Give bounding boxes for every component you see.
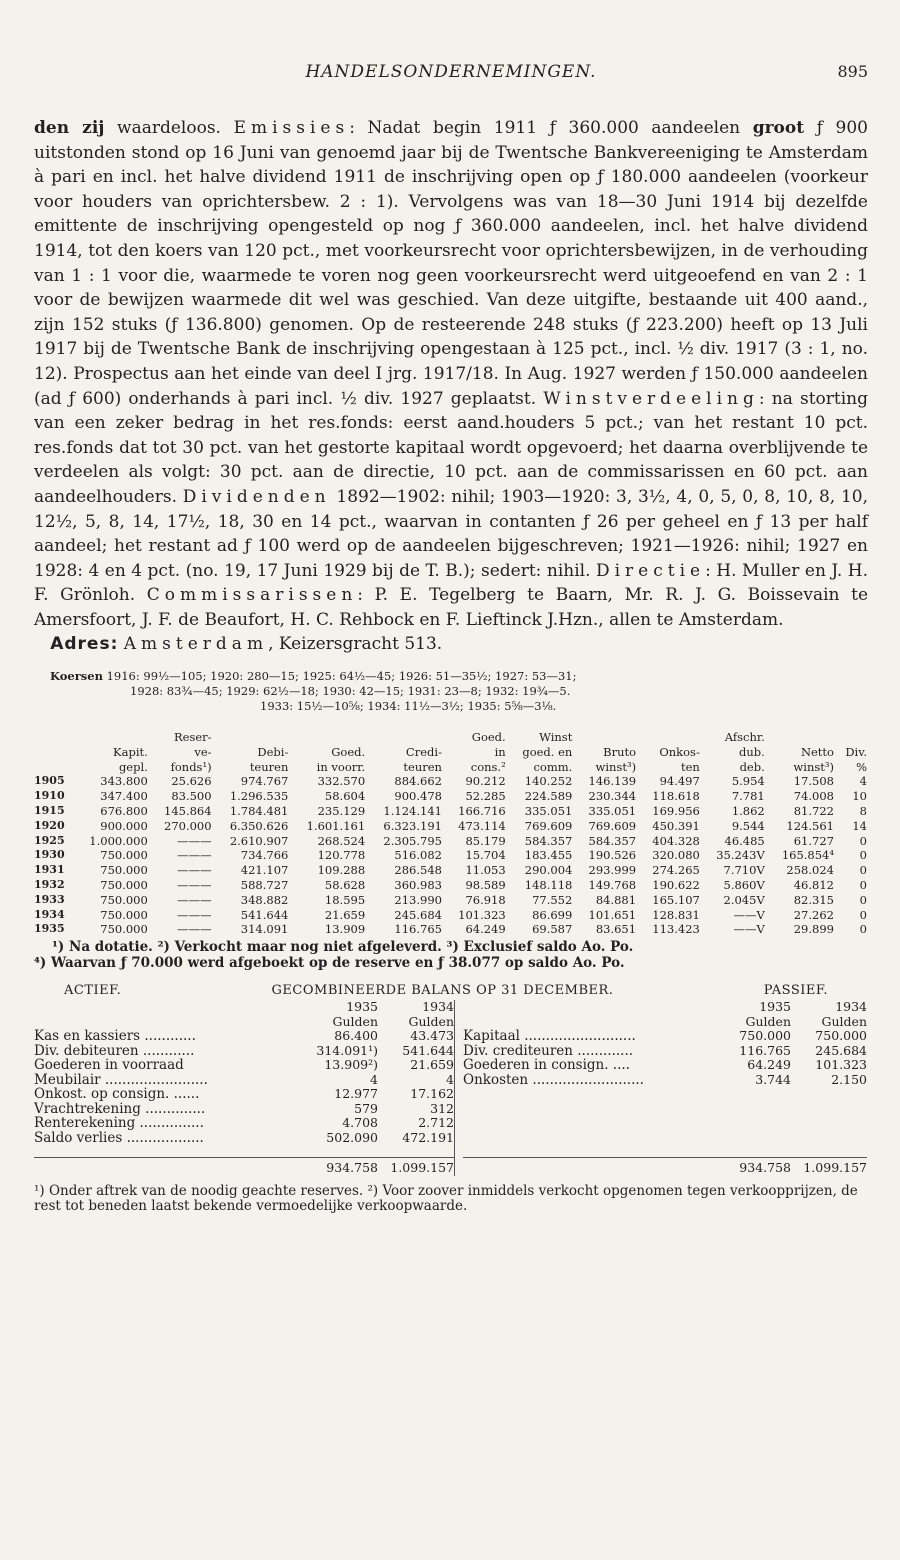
table-cell: 750.000	[100, 848, 148, 863]
table-cell: 165.107	[652, 892, 700, 907]
table-header-cell: in	[494, 744, 506, 759]
balance-title: GECOMBINEERDE BALANS OP 31 DECEMBER.	[271, 983, 614, 999]
table-cell: 270.000	[164, 818, 212, 833]
table-cell: 516.082	[394, 848, 442, 863]
table-row	[34, 908, 870, 923]
table-header-cell: Bruto	[603, 744, 637, 759]
table-cell: 4	[859, 774, 867, 789]
running-title: HANDELSONDERNEMINGEN.	[305, 62, 597, 82]
actief-item-name: Saldo verlies ..................	[34, 1130, 204, 1146]
passief-row	[463, 1044, 867, 1059]
table-cell: 750.000	[100, 878, 148, 893]
table-cell: 46.812	[793, 878, 834, 893]
table-cell: 584.357	[524, 833, 573, 848]
actief-total-1934: 1.099.157	[390, 1160, 454, 1176]
table-cell: 450.391	[652, 818, 700, 833]
table-cell: 290.004	[524, 863, 573, 878]
table-cell: 128.831	[652, 907, 700, 922]
table-row	[34, 893, 870, 908]
table-row	[34, 774, 870, 789]
table-cell: 473.114	[458, 818, 506, 833]
passief-value-1934: 750.000	[815, 1028, 867, 1044]
table-cell: 974.767	[240, 774, 289, 789]
table-cell: ———	[177, 848, 212, 863]
table-cell: 0	[859, 848, 867, 863]
table-cell: 5.860V	[723, 878, 765, 893]
actief-item-name: Renterekening ...............	[34, 1116, 204, 1131]
table-header-cell	[291, 730, 368, 745]
passief-item-name: Goederen in consign. ....	[463, 1058, 630, 1073]
page-header	[34, 0, 868, 82]
actief-value-1935: 502.090	[326, 1129, 378, 1145]
table-cell: 7.781	[731, 789, 765, 804]
table-year-cell: 1933	[34, 892, 65, 906]
table-cell: 145.864	[164, 804, 212, 819]
table-year-cell: 1920	[34, 818, 65, 832]
passief-label: PASSIEF.	[763, 983, 828, 999]
table-cell: 0	[859, 878, 867, 893]
actief-value-1935: 86.400	[334, 1028, 378, 1044]
table-cell: 83.651	[595, 922, 637, 937]
table-cell: 0	[859, 907, 867, 922]
table-cell: 348.882	[240, 892, 289, 907]
actief-value-1934: 2.712	[418, 1115, 454, 1131]
table-cell: 5.954	[731, 774, 765, 789]
table-header-cell: deb.	[739, 759, 765, 774]
table-cell: 6.350.626	[229, 818, 289, 833]
table-cell: 64.249	[465, 922, 506, 937]
table-header-cell	[74, 730, 151, 745]
table-year-cell: 1910	[34, 789, 65, 803]
table-cell: ———	[177, 922, 212, 937]
table-cell: 6.323.191	[383, 818, 442, 833]
actief-value-1934: 17.162	[410, 1086, 454, 1102]
table-cell: 769.609	[524, 818, 573, 833]
paragraph-main: den zij waardeloos. Emissies: Nadat begin 1911 ƒ 360.000 aandeelen groot ƒ 900 uitstonden stond op 16 Juni van genoemd jaar bij de Twentsche Bankvereeniging te Amsterdam à pari en incl. het halve dividend 1911 de inschrijving open op ƒ 180.000 aandeelen (voorkeur voor houders van oprichtersbew. 2 : 1). Vervolgens was van 18—30 Juni 1914 bij dezelfde emittente de inschrijving opengesteld op nog ƒ 360.000 aandeelen, incl. het halve dividend 1914, tot den koers van 120 pct., met voorkeursrecht voor oprichtersbewijzen, in de verhouding van 1 : 1 voor die, waarmede te voren nog geen voorkeursrecht werd uitgeoefend en van 2 : 1 voor de bewijzen waarmede dit wel was geschied. Van deze uitgifte, bestaande uit 400 aand., zijn 152 stuks (ƒ 136.800) genomen. Op de resteerende 248 stuks (ƒ 223.200) heeft op 13 Juli 1917 bij de Twentsche Bank de inschrijving opengestaan à 125 pct., incl. ½ div. 1917 (3 : 1, no. 12). Prospectus aan het einde van deel I jrg. 1917/18. In Aug. 1927 werden ƒ 150.000 aandeelen (ad ƒ 600) onderhands à pari incl. ½ div. 1927 geplaatst. Winstverdeeling: na storting van een zeker bedrag in het res.fonds: eerst aand.houders 5 pct.; van het restant 10 pct. res.fonds dat tot 30 pct. van het gestorte kapitaal wordt opgevoerd; het daarna overblijvende te verdeelen als volgt: 30 pct. aan de directie, 10 pct. aan de commissarissen en 60 pct. aan aandeelhouders. Dividenden 1892—1902: nihil; 1903—1920: 3, 3½, 4, 0, 5, 0, 8, 10, 8, 10, 12½, 5, 8, 14, 17½, 18, 30 en 14 pct., waarvan in contanten ƒ 26 per geheel en ƒ 13 per half aandeel; het restant ad ƒ 100 werd op de aandeelen bijgeschreven; 1921—1926: nihil; 1927 en 1928: 4 en 4 pct. (no. 19, 17 Juni 1929 bij de T. B.); sedert: nihil. Directie: H. Muller en J. H. F. Grönloh. Commissarissen: P. E. Tegelberg te Baarn, Mr. R. J. G. Boissevain te Amersfoort, J. F. de Beaufort, H. C. Rehbock en F. Lieftinck J.Hzn., allen te Amsterdam.	[34, 118, 868, 630]
table-year-cell: 1930	[34, 848, 65, 862]
table-cell: 74.008	[793, 789, 834, 804]
table-header-cell: ten	[680, 759, 700, 774]
balance-footnote: ¹) Onder aftrek van de noodig geachte reserves. ²) Voor zoover inmiddels verkocht opgenomen tegen verkoopprijzen, de rest tot beneden laatst bekende vermoedelijke verkoopwaarde.	[34, 1182, 858, 1214]
actief-row	[34, 1044, 454, 1059]
passief-row	[463, 1029, 867, 1044]
table-cell: 320.080	[652, 848, 700, 863]
table-cell: 2.610.907	[229, 833, 289, 848]
table-cell: 1.000.000	[89, 833, 148, 848]
table-header-cell: fonds¹)	[170, 759, 212, 774]
table-header-cell: cons.²	[470, 759, 506, 774]
table-cell: 314.091	[240, 922, 289, 937]
passief-year-2: 1934	[835, 999, 867, 1015]
table-header-cell: Onkos-	[659, 744, 700, 759]
table-cell: 258.024	[786, 863, 834, 878]
table-cell: ———	[177, 863, 212, 878]
actief-row	[34, 1102, 454, 1117]
table-cell: 750.000	[100, 863, 148, 878]
table-cell: 293.999	[588, 863, 637, 878]
table-cell: 81.722	[793, 804, 834, 819]
table-year-cell: 1905	[34, 774, 65, 788]
table-header-cell: Goed.	[471, 730, 506, 745]
koersen-block	[34, 669, 868, 714]
table-cell: 268.524	[317, 833, 366, 848]
actief-row	[34, 1131, 454, 1146]
table-header-cell	[575, 730, 639, 745]
table-row	[34, 834, 870, 849]
table-cell: 541.644	[240, 907, 289, 922]
table-header-cell: Goed.	[331, 744, 366, 759]
table-cell: 76.918	[465, 892, 506, 907]
table-cell: 146.139	[588, 774, 637, 789]
table-cell: 213.990	[394, 892, 442, 907]
table-cell: 14	[852, 818, 867, 833]
table-header-cell: winst³)	[793, 759, 834, 774]
table-row	[34, 878, 870, 893]
table-row	[34, 789, 870, 804]
table-header-cell	[368, 730, 445, 745]
actief-item-name: Kas en kassiers ............	[34, 1029, 196, 1044]
table-cell: 11.053	[465, 863, 506, 878]
actief-value-1934: 472.191	[402, 1129, 454, 1145]
table-header-cell: Kapit.	[113, 744, 148, 759]
table-header-cell: Winst	[539, 730, 573, 745]
financial-table	[34, 730, 870, 937]
table-header-cell	[215, 730, 292, 745]
table-row	[34, 863, 870, 878]
table-cell: 190.526	[588, 848, 637, 863]
table-cell: 116.765	[394, 922, 442, 937]
table-cell: ———	[177, 878, 212, 893]
table-cell: 1.124.141	[383, 804, 442, 819]
actief-item-name: Meubilair ........................	[34, 1072, 208, 1088]
table-header-cell: dub.	[738, 744, 765, 759]
actief-unit-1: Gulden	[332, 1013, 378, 1029]
table-cell: 224.589	[524, 789, 573, 804]
passief-item-name: Onkosten ..........................	[463, 1072, 644, 1088]
table-cell: 900.000	[100, 818, 148, 833]
table-cell: ——V	[733, 907, 765, 922]
table-header-cell	[639, 730, 703, 745]
table-cell: 85.179	[465, 833, 506, 848]
table-cell: 18.595	[324, 892, 366, 907]
table-cell: 734.766	[240, 848, 289, 863]
table-header-cell	[768, 730, 837, 745]
table-cell: 0	[859, 892, 867, 907]
table-notes	[34, 939, 868, 971]
table-cell: 332.570	[317, 774, 366, 789]
table-cell: 274.265	[652, 863, 700, 878]
table-header-cell: Credi-	[405, 744, 442, 759]
actief-item-name: Goederen in voorraad	[34, 1058, 184, 1073]
table-note-1: ¹) Na dotatie. ²) Verkocht maar nog niet afgeleverd. ³) Exclusief saldo Ao. Po.	[52, 939, 634, 956]
actief-row	[34, 1087, 454, 1102]
table-cell: ——V	[733, 922, 765, 937]
table-cell: 84.881	[595, 892, 637, 907]
table-cell: 1.601.161	[306, 818, 366, 833]
table-cell: 335.051	[524, 804, 573, 819]
actief-total-1935: 934.758	[326, 1160, 378, 1176]
table-cell: 61.727	[793, 833, 834, 848]
table-cell: 15.704	[465, 848, 506, 863]
table-header-cell: Reser-	[174, 730, 212, 745]
passief-total-1934: 1.099.157	[803, 1160, 867, 1176]
table-cell: 230.344	[588, 789, 637, 804]
table-cell: 884.662	[394, 774, 442, 789]
table-cell: 404.328	[652, 833, 700, 848]
passief-value-1935: 750.000	[739, 1028, 791, 1044]
actief-value-1935: 579	[354, 1100, 378, 1116]
table-cell: 90.212	[465, 774, 506, 789]
table-header-cell: Div.	[845, 744, 867, 759]
balance-sheet	[34, 983, 868, 1176]
actief-year-2: 1934	[422, 999, 454, 1015]
actief-value-1935: 314.091¹)	[316, 1042, 378, 1058]
table-row	[34, 848, 870, 863]
table-header-cell: Afschr.	[724, 730, 765, 745]
table-cell: 769.609	[588, 818, 637, 833]
passief-total-1935: 934.758	[739, 1160, 791, 1176]
table-header-cell	[837, 730, 870, 745]
table-cell: 77.552	[532, 892, 573, 907]
table-row	[34, 922, 870, 937]
table-cell: 900.478	[394, 789, 442, 804]
table-header-cell	[34, 760, 74, 775]
table-cell: 27.262	[793, 907, 834, 922]
passief-row	[463, 1058, 867, 1073]
actief-value-1935: 4	[370, 1071, 378, 1087]
actief-item-name: Vrachtrekening ..............	[34, 1101, 206, 1117]
passief-item-name: Div. crediteuren .............	[463, 1043, 634, 1059]
table-year-cell: 1925	[34, 833, 65, 847]
table-header-cell: teuren	[403, 759, 442, 774]
passief-value-1934: 101.323	[815, 1057, 867, 1073]
passief-item-name: Kapitaal ..........................	[463, 1029, 636, 1044]
table-header-cell: in voorr.	[316, 759, 366, 774]
table-cell: 190.622	[652, 878, 700, 893]
table-header-cell: winst³)	[595, 759, 637, 774]
table-cell: 10	[852, 789, 867, 804]
table-cell: 83.500	[171, 789, 212, 804]
passief-value-1935: 116.765	[739, 1042, 791, 1058]
table-cell: 109.288	[317, 863, 366, 878]
table-cell: 245.684	[394, 907, 442, 922]
table-header-row	[34, 730, 870, 745]
actief-row	[34, 1073, 454, 1088]
adres-line: Adres: Amsterdam, Keizersgracht 513.	[50, 634, 443, 655]
koersen-line-3: 1933: 15½—10⅝; 1934: 11½—3½; 1935: 5⅝—3⅛.	[260, 699, 557, 714]
passief-year-1: 1935	[759, 999, 791, 1015]
passief-value-1935: 64.249	[747, 1057, 791, 1073]
actief-value-1934: 312	[430, 1100, 454, 1116]
actief-row	[34, 1058, 454, 1073]
table-cell: 1.296.535	[229, 789, 289, 804]
table-cell: 360.983	[394, 878, 442, 893]
table-cell: ———	[177, 892, 212, 907]
table-row	[34, 819, 870, 834]
table-header-cell: comm.	[533, 759, 573, 774]
actief-value-1935: 4.708	[342, 1115, 378, 1131]
table-header-cell: %	[856, 759, 867, 774]
koersen-label: Koersen	[50, 669, 103, 684]
table-year-cell: 1931	[34, 863, 65, 877]
table-cell: 7.710V	[723, 863, 765, 878]
table-cell: 35.243V	[716, 848, 765, 863]
actief-row	[34, 1029, 454, 1044]
table-cell: 235.129	[317, 804, 366, 819]
body-text	[34, 116, 868, 657]
table-note-2: ⁴) Waarvan ƒ 70.000 werd afgeboekt op de reserve en ƒ 38.077 op saldo Ao. Po.	[34, 955, 625, 972]
table-year-cell: 1935	[34, 922, 65, 936]
table-cell: 2.045V	[723, 892, 765, 907]
table-cell: 46.485	[724, 833, 765, 848]
table-cell: 0	[859, 833, 867, 848]
table-cell: 69.587	[532, 922, 573, 937]
actief-year-1: 1935	[346, 999, 378, 1015]
table-cell: 17.508	[793, 774, 834, 789]
passief-column	[454, 1000, 867, 1176]
passief-value-1934: 245.684	[815, 1042, 867, 1058]
table-cell: 347.400	[100, 789, 148, 804]
table-header-cell: ve-	[194, 744, 212, 759]
passief-row	[463, 1073, 867, 1088]
table-cell: 98.589	[465, 878, 506, 893]
passief-value-1935: 3.744	[755, 1071, 791, 1087]
actief-value-1934: 43.473	[410, 1028, 454, 1044]
actief-item-name: Onkost. op consign. ......	[34, 1087, 200, 1102]
actief-value-1935: 12.977	[334, 1086, 378, 1102]
table-row	[34, 804, 870, 819]
table-cell: 58.604	[324, 789, 366, 804]
table-year-cell: 1932	[34, 878, 65, 892]
table-cell: ———	[177, 907, 212, 922]
actief-value-1934: 541.644	[402, 1042, 454, 1058]
table-cell: 58.628	[324, 878, 366, 893]
table-cell: 118.618	[652, 789, 700, 804]
table-cell: 25.626	[171, 774, 212, 789]
table-cell: 140.252	[524, 774, 573, 789]
table-cell: 13.909	[324, 922, 366, 937]
actief-item-name: Div. debiteuren ............	[34, 1043, 195, 1059]
table-year-cell: 1915	[34, 804, 65, 818]
actief-row	[34, 1116, 454, 1131]
table-cell: 120.778	[317, 848, 366, 863]
table-header-cell: gepl.	[118, 759, 148, 774]
actief-value-1934: 4	[446, 1071, 454, 1087]
table-cell: 750.000	[100, 922, 148, 937]
balance-heading	[34, 983, 868, 998]
table-cell: 588.727	[240, 878, 289, 893]
table-header-cell: Netto	[800, 744, 834, 759]
table-cell: 1.784.481	[229, 804, 289, 819]
koersen-line-1: 1916: 99½—105; 1920: 280—15; 1925: 64½—45; 1926: 51—35½; 1927: 53—31;	[106, 669, 577, 684]
table-header-cell: Debi-	[257, 744, 289, 759]
table-cell: 0	[859, 922, 867, 937]
table-cell: 421.107	[240, 863, 289, 878]
passief-unit-1: Gulden	[745, 1013, 791, 1029]
page-number: 895	[837, 62, 868, 81]
table-cell: 94.497	[659, 774, 700, 789]
table-cell: 286.548	[394, 863, 442, 878]
table-cell: 52.285	[465, 789, 506, 804]
table-cell: 21.659	[324, 907, 366, 922]
table-cell: 124.561	[786, 818, 834, 833]
table-cell: 183.455	[524, 848, 573, 863]
table-cell: 86.699	[532, 907, 573, 922]
table-cell: 29.899	[793, 922, 834, 937]
table-cell: 169.956	[652, 804, 700, 819]
table-cell: 101.651	[588, 907, 637, 922]
table-year-cell: 1934	[34, 907, 65, 921]
table-cell: 750.000	[100, 892, 148, 907]
table-cell: 343.800	[100, 774, 148, 789]
table-cell: 1.862	[731, 804, 765, 819]
table-cell: 82.315	[793, 892, 834, 907]
table-cell: 101.323	[458, 907, 506, 922]
table-header-cell	[34, 730, 74, 745]
table-cell: 166.716	[458, 804, 506, 819]
table-cell: 148.118	[524, 878, 573, 893]
table-cell: ———	[177, 833, 212, 848]
actief-column	[34, 1000, 454, 1176]
passief-value-1934: 2.150	[831, 1071, 867, 1087]
table-cell: 8	[859, 804, 867, 819]
table-cell: 335.051	[588, 804, 637, 819]
table-cell: 9.544	[731, 818, 765, 833]
koersen-line-2: 1928: 83¾—45; 1929: 62½—18; 1930: 42—15; 1931: 23—8; 1932: 19¾—5.	[130, 684, 571, 699]
table-header-cell: goed. en	[522, 744, 573, 759]
table-cell: 113.423	[652, 922, 700, 937]
table-header-cell: teuren	[249, 759, 289, 774]
actief-value-1934: 21.659	[410, 1057, 454, 1073]
table-cell: 750.000	[100, 907, 148, 922]
table-header-cell	[34, 745, 74, 760]
table-cell: 149.768	[588, 878, 637, 893]
table-cell: 584.357	[588, 833, 637, 848]
table-cell: 165.854⁴	[781, 848, 834, 863]
table-cell: 2.305.795	[383, 833, 442, 848]
table-header-row	[34, 760, 870, 775]
actief-unit-2: Gulden	[408, 1013, 454, 1029]
actief-label: ACTIEF.	[64, 983, 122, 999]
table-cell: 676.800	[100, 804, 148, 819]
passief-unit-2: Gulden	[821, 1013, 867, 1029]
actief-value-1935: 13.909²)	[324, 1057, 378, 1073]
table-cell: 0	[859, 863, 867, 878]
table-header-row	[34, 745, 870, 760]
